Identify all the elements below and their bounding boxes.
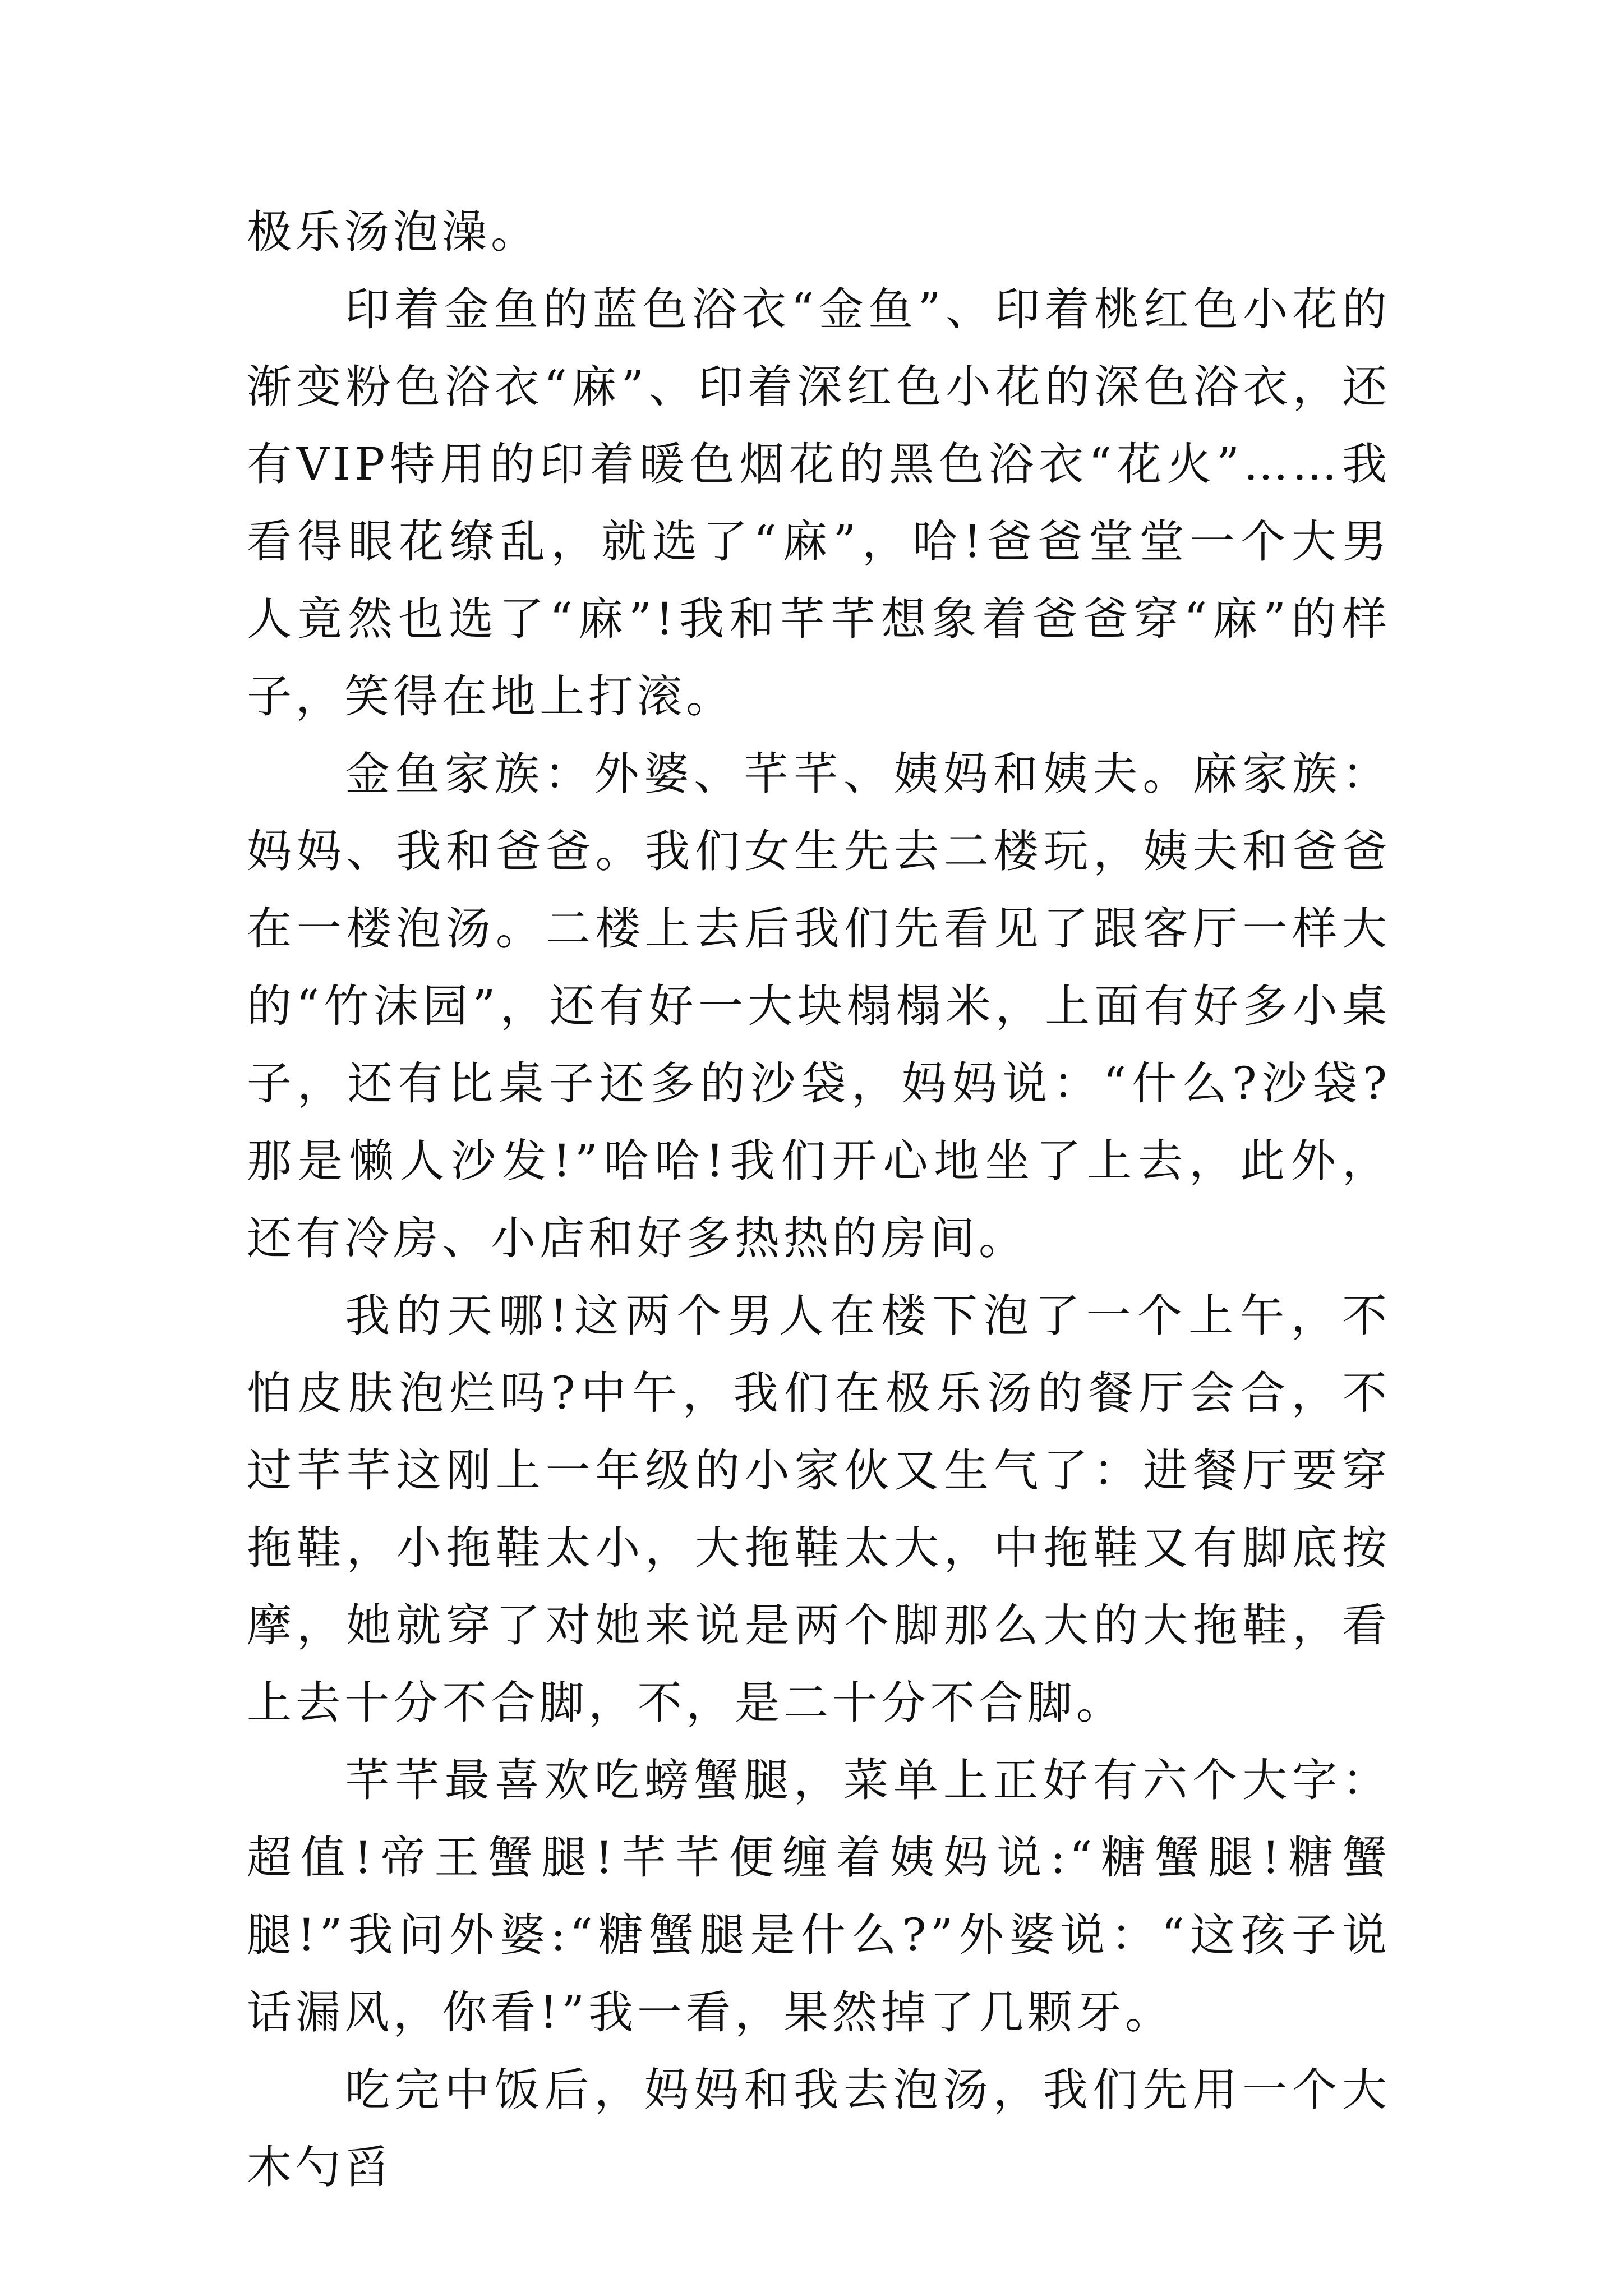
paragraph-lunch: 我的天哪!这两个男人在楼下泡了一个上午，不怕皮肤泡烂吗?中午，我们在极乐汤的餐厅会合，不过芊芊这刚上一年级的小家伙又生气了：进餐厅要穿拖鞋，小拖鞋太小，大拖鞋太大，中拖鞋又有脚底按摩，她就穿了对她来说是两个脚那么大的大拖鞋，看上去十分不合脚，不，是二十分不合脚。: [247, 1290, 1391, 1729]
paragraph-continuation: 极乐汤泡澡。: [247, 206, 540, 258]
paragraph-after-lunch: 吃完中饭后，妈妈和我去泡汤，我们先用一个大木勺舀: [247, 2064, 1391, 2193]
paragraph-crab-legs: 芊芊最喜欢吃螃蟹腿，菜单上正好有六个大字：超值!帝王蟹腿!芊芊便缠着姨妈说:“糖蟹腿!糖蟹腿!”我问外婆:“糖蟹腿是什么?”外婆说：“这孩子说话漏风，你看!”我一看，果然掉了几颗牙。: [247, 1754, 1391, 2039]
document-body: [247, 194, 1391, 2206]
paragraph-bathrobes: 印着金鱼的蓝色浴衣“金鱼”、印着桃红色小花的渐变粉色浴衣“麻”、印着深红色小花的深色浴衣，还有VIP特用的印着暖色烟花的黑色浴衣“花火”……我看得眼花缭乱，就选了“麻”，哈!爸爸堂堂一个大男人竟然也选了“麻”!我和芊芊想象着爸爸穿“麻”的样子，笑得在地上打滚。: [247, 283, 1391, 723]
paragraph-families: 金鱼家族：外婆、芊芊、姨妈和姨夫。麻家族：妈妈、我和爸爸。我们女生先去二楼玩，姨夫和爸爸在一楼泡汤。二楼上去后我们先看见了跟客厅一样大的“竹沫园”，还有好一大块榻榻米，上面有好多小桌子，还有比桌子还多的沙袋，妈妈说：“什么?沙袋?那是懒人沙发!”哈哈!我们开心地坐了上去，此外，还有冷房、小店和好多热热的房间。: [247, 748, 1391, 1264]
